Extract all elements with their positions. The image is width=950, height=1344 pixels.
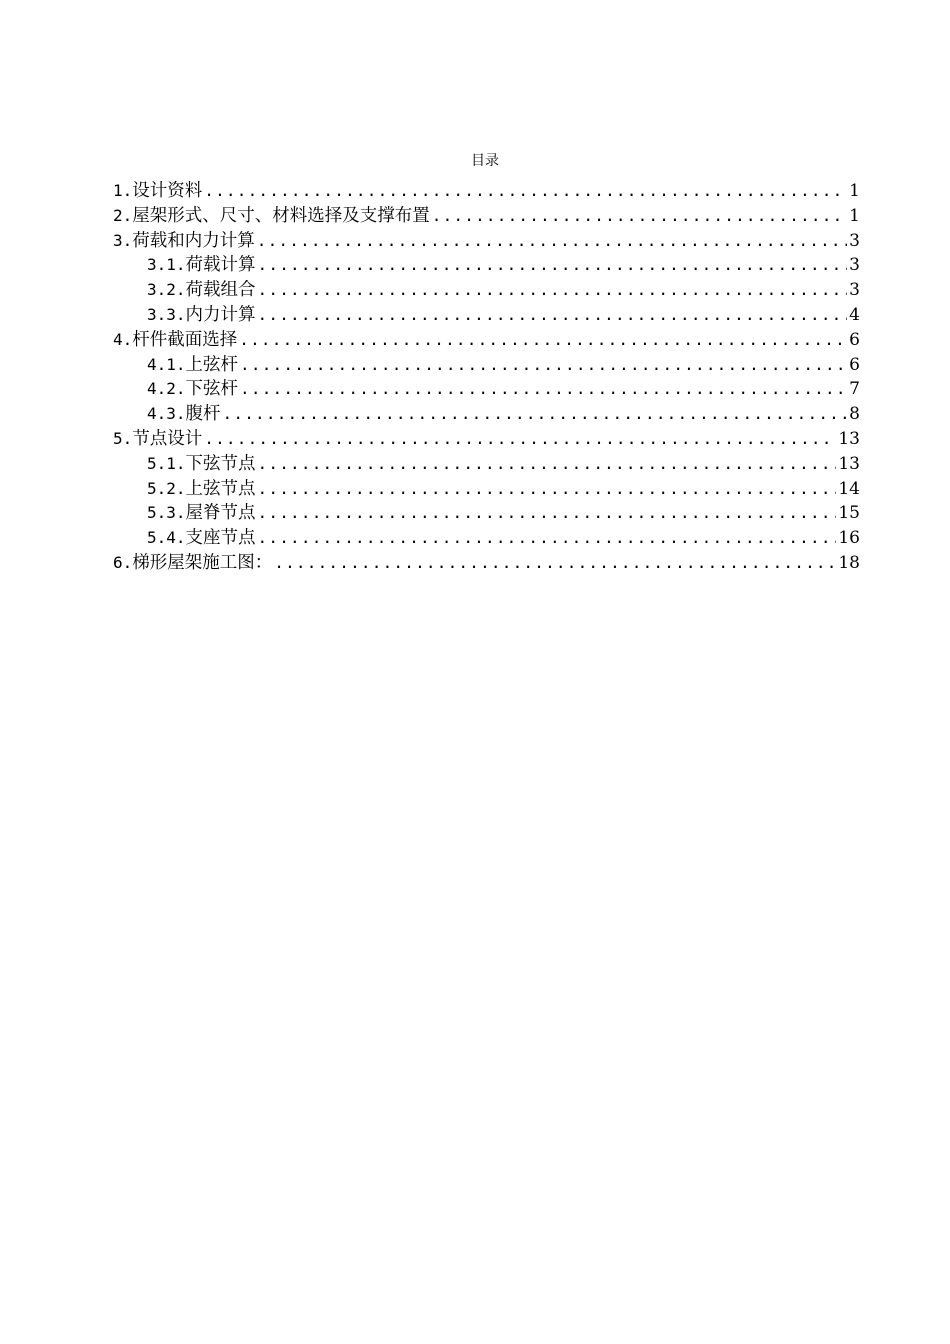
toc-entry-number: 3.1. <box>147 255 186 275</box>
toc-entry-number: 6. <box>113 552 133 572</box>
dot-leader <box>204 179 847 204</box>
toc-subentry[interactable] <box>113 353 860 378</box>
toc-subentry[interactable] <box>113 377 860 402</box>
toc-entry-number: 4. <box>113 329 133 349</box>
toc-entry-page: 15 <box>838 503 860 524</box>
toc-entry-label: 屋脊节点 <box>185 503 256 524</box>
toc-entry-label: 上弦节点 <box>185 478 256 499</box>
toc-title: 目录 <box>471 153 499 169</box>
toc-entry-label: 设计资料 <box>132 181 203 201</box>
toc-entry-page: 13 <box>838 428 860 449</box>
table-of-contents <box>113 179 860 576</box>
dot-leader <box>240 353 847 378</box>
dot-leader <box>258 477 837 502</box>
toc-entry-number: 5.3. <box>147 503 186 523</box>
toc-entry-label: 屋架形式、尺寸、材料选择及支撑布置 <box>132 205 430 226</box>
toc-entry[interactable] <box>113 229 860 254</box>
toc-entry-page: 13 <box>838 453 860 474</box>
toc-entry-number: 3.3. <box>147 304 186 324</box>
toc-entry[interactable] <box>113 551 860 576</box>
toc-entry-page: 18 <box>838 552 860 573</box>
toc-entry-label: 杆件截面选择 <box>132 329 238 350</box>
toc-entry-label: 下弦杆 <box>185 379 239 400</box>
dot-leader <box>258 526 837 551</box>
dot-leader <box>432 204 847 229</box>
toc-subentry[interactable] <box>113 303 860 328</box>
toc-entry[interactable] <box>113 179 860 204</box>
toc-entry-label: 腹杆 <box>185 404 221 425</box>
toc-entry-page: 6 <box>849 329 860 350</box>
toc-entry-page: 7 <box>849 379 860 400</box>
toc-entry-page: 6 <box>849 354 860 375</box>
toc-entry[interactable] <box>113 328 860 353</box>
toc-entry-label: 内力计算 <box>185 304 256 325</box>
toc-entry-number: 3. <box>113 230 133 250</box>
toc-entry-page: 16 <box>838 528 860 549</box>
toc-entry-page: 4 <box>849 304 860 325</box>
toc-entry-number: 5.2. <box>147 478 186 498</box>
toc-entry-label: 梯形屋架施工图： <box>132 552 273 573</box>
toc-entry-number: 4.2. <box>147 379 186 399</box>
toc-entry[interactable] <box>113 204 860 229</box>
toc-subentry[interactable] <box>113 278 860 303</box>
toc-entry-page: 1 <box>849 205 860 226</box>
dot-leader <box>258 253 848 278</box>
toc-subentry[interactable] <box>113 452 860 477</box>
toc-entry-label: 荷载组合 <box>185 280 256 301</box>
dot-leader <box>257 229 847 254</box>
toc-entry-label: 支座节点 <box>185 528 256 549</box>
toc-entry[interactable] <box>113 427 860 452</box>
dot-leader <box>274 551 836 576</box>
dot-leader <box>258 452 837 477</box>
toc-entry-label: 节点设计 <box>132 428 203 449</box>
toc-subentry[interactable] <box>113 501 860 526</box>
toc-entry-number: 3.2. <box>147 280 186 300</box>
dot-leader <box>204 427 836 452</box>
toc-subentry[interactable] <box>113 526 860 551</box>
dot-leader <box>258 501 837 526</box>
toc-entry-number: 2. <box>113 205 133 225</box>
toc-entry-page: 14 <box>838 478 860 499</box>
toc-entry-page: 3 <box>849 280 860 301</box>
toc-subentry[interactable] <box>113 477 860 502</box>
dot-leader <box>258 303 848 328</box>
toc-entry-label: 上弦杆 <box>185 354 239 375</box>
toc-entry-number: 4.1. <box>147 354 186 374</box>
toc-entry-number: 4.3. <box>147 404 186 424</box>
dot-leader <box>223 402 848 427</box>
toc-subentry[interactable] <box>113 253 860 278</box>
toc-entry-page: 1 <box>849 181 860 201</box>
dot-leader <box>258 278 848 303</box>
toc-subentry[interactable] <box>113 402 860 427</box>
toc-entry-label: 下弦节点 <box>185 453 256 474</box>
toc-entry-page: 3 <box>849 230 860 251</box>
toc-entry-page: 8 <box>849 404 860 425</box>
toc-entry-number: 5.1. <box>147 453 186 473</box>
toc-entry-label: 荷载计算 <box>185 255 256 276</box>
dot-leader <box>239 328 847 353</box>
toc-entry-label: 荷载和内力计算 <box>132 230 255 251</box>
toc-entry-number: 5. <box>113 428 133 448</box>
toc-entry-number: 1. <box>113 181 133 200</box>
dot-leader <box>240 377 847 402</box>
toc-entry-page: 3 <box>849 255 860 276</box>
toc-entry-number: 5.4. <box>147 528 186 548</box>
